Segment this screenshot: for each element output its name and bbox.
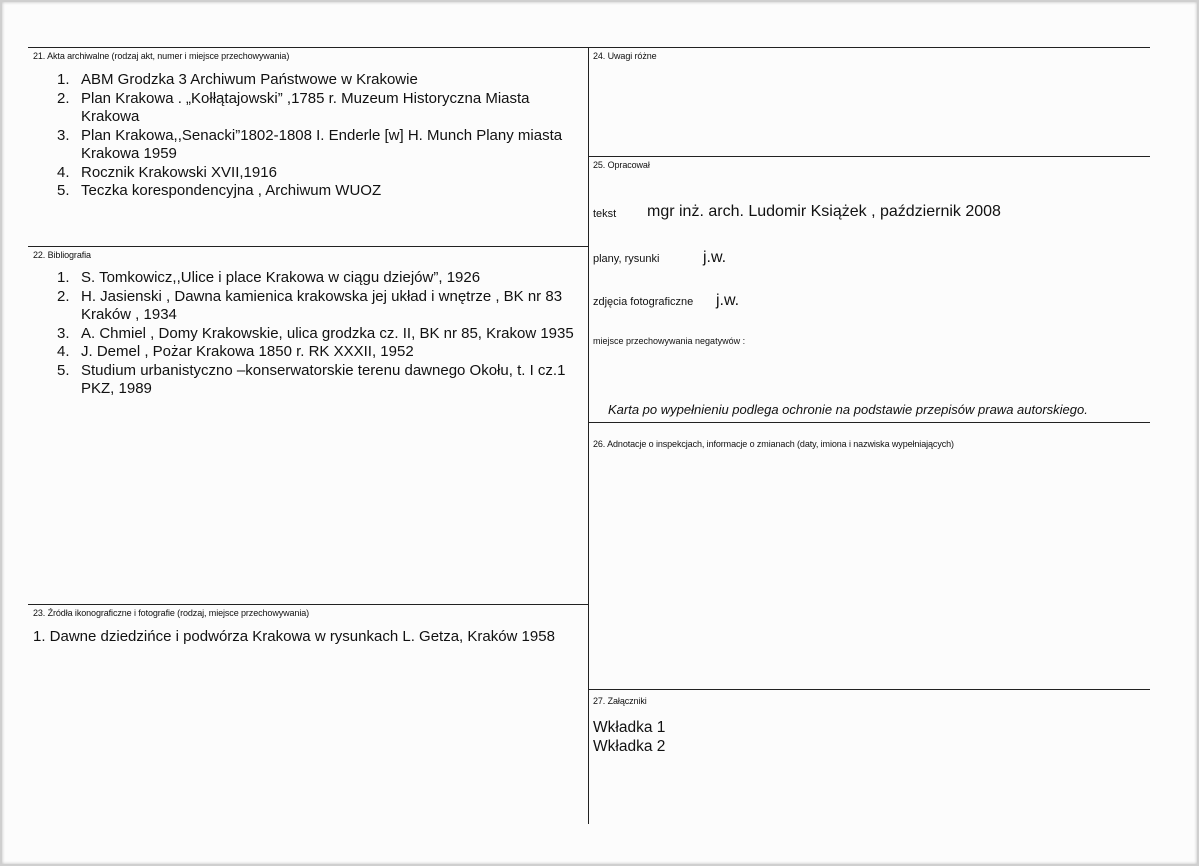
section-27-header: 27. Załączniki [593, 696, 647, 706]
section-21-header: 21. Akta archiwalne (rodzaj akt, numer i miejsce przechowywania) [33, 51, 290, 61]
zdjecia-value: j.w. [716, 292, 740, 309]
list-item: 5. Studium urbanistyczno –konserwatorskie terenu dawnego Okołu, t. I cz.1 PKZ, 1989 [57, 361, 566, 397]
list-item: 1. S. Tomkowicz,,Ulice i place Krakowa w ciągu dziejów”, 1926 [57, 269, 481, 286]
section-24-header: 24. Uwagi różne [593, 51, 657, 61]
attachment-item-1: Wkładka 1 [593, 719, 666, 736]
tekst-value: mgr inż. arch. Ludomir Książek , październik 2008 [647, 203, 1001, 220]
rule-27 [588, 689, 1150, 690]
plany-value: j.w. [703, 249, 727, 266]
plany-label: plany, rysunki [593, 253, 660, 265]
rule-25 [588, 156, 1150, 157]
list-item: 5. Teczka korespondencyjna , Archiwum WUOZ [57, 182, 382, 199]
list-item: 3. Plan Krakowa,,Senacki”1802-1808 I. Enderle [w] H. Munch Plany miasta Krakowa 1959 [57, 126, 563, 162]
section-26-header: 26. Adnotacje o inspekcjach, informacje o zmianach (daty, imiona i nazwiska wypełniających) [593, 439, 954, 449]
section-25-header: 25. Opracował [593, 160, 650, 170]
rule-23 [28, 604, 588, 605]
rule-26 [588, 422, 1150, 423]
list-item: 4. J. Demel , Pożar Krakowa 1850 r. RK XXXII, 1952 [57, 343, 414, 360]
section-23-header: 23. Źródła ikonograficzne i fotografie (rodzaj, miejsce przechowywania) [33, 608, 310, 618]
list-item: 2. H. Jasienski , Dawna kamienica krakowska jej układ i wnętrze , BK nr 83 Kraków , 1934 [57, 287, 563, 323]
center-divider [588, 47, 589, 824]
list-item: 1. ABM Grodzka 3 Archiwum Państwowe w Krakowie [57, 71, 418, 88]
rule-22 [28, 246, 588, 247]
list-item: 3. A. Chmiel , Domy Krakowskie, ulica grodzka cz. II, BK nr 85, Krakow 1935 [57, 324, 574, 342]
copyright-note: Karta po wypełnieniu podlega ochronie na podstawie przepisów prawa autorskiego. [608, 402, 1088, 417]
section-21-list [57, 71, 577, 201]
section-22-header: 22. Bibliografia [33, 250, 91, 260]
tekst-label: tekst [593, 208, 617, 220]
list-item: 2. Plan Krakowa . „Kołłątajowski” ,1785 r. Muzeum Historyczna Miasta Krakowa [57, 89, 530, 125]
top-rule [28, 47, 1150, 48]
section-23-item: 1. Dawne dziedzińce i podwórza Krakowa w rysunkach L. Getza, Kraków 1958 [33, 628, 555, 645]
zdjecia-label: zdjęcia fotograficzne [593, 296, 694, 308]
list-item: 4. Rocznik Krakowski XVII,1916 [57, 163, 277, 181]
section-22-list [57, 269, 577, 399]
attachment-item-2: Wkładka 2 [593, 738, 666, 755]
negatywy-label: miejsce przechowywania negatywów : [593, 336, 746, 346]
